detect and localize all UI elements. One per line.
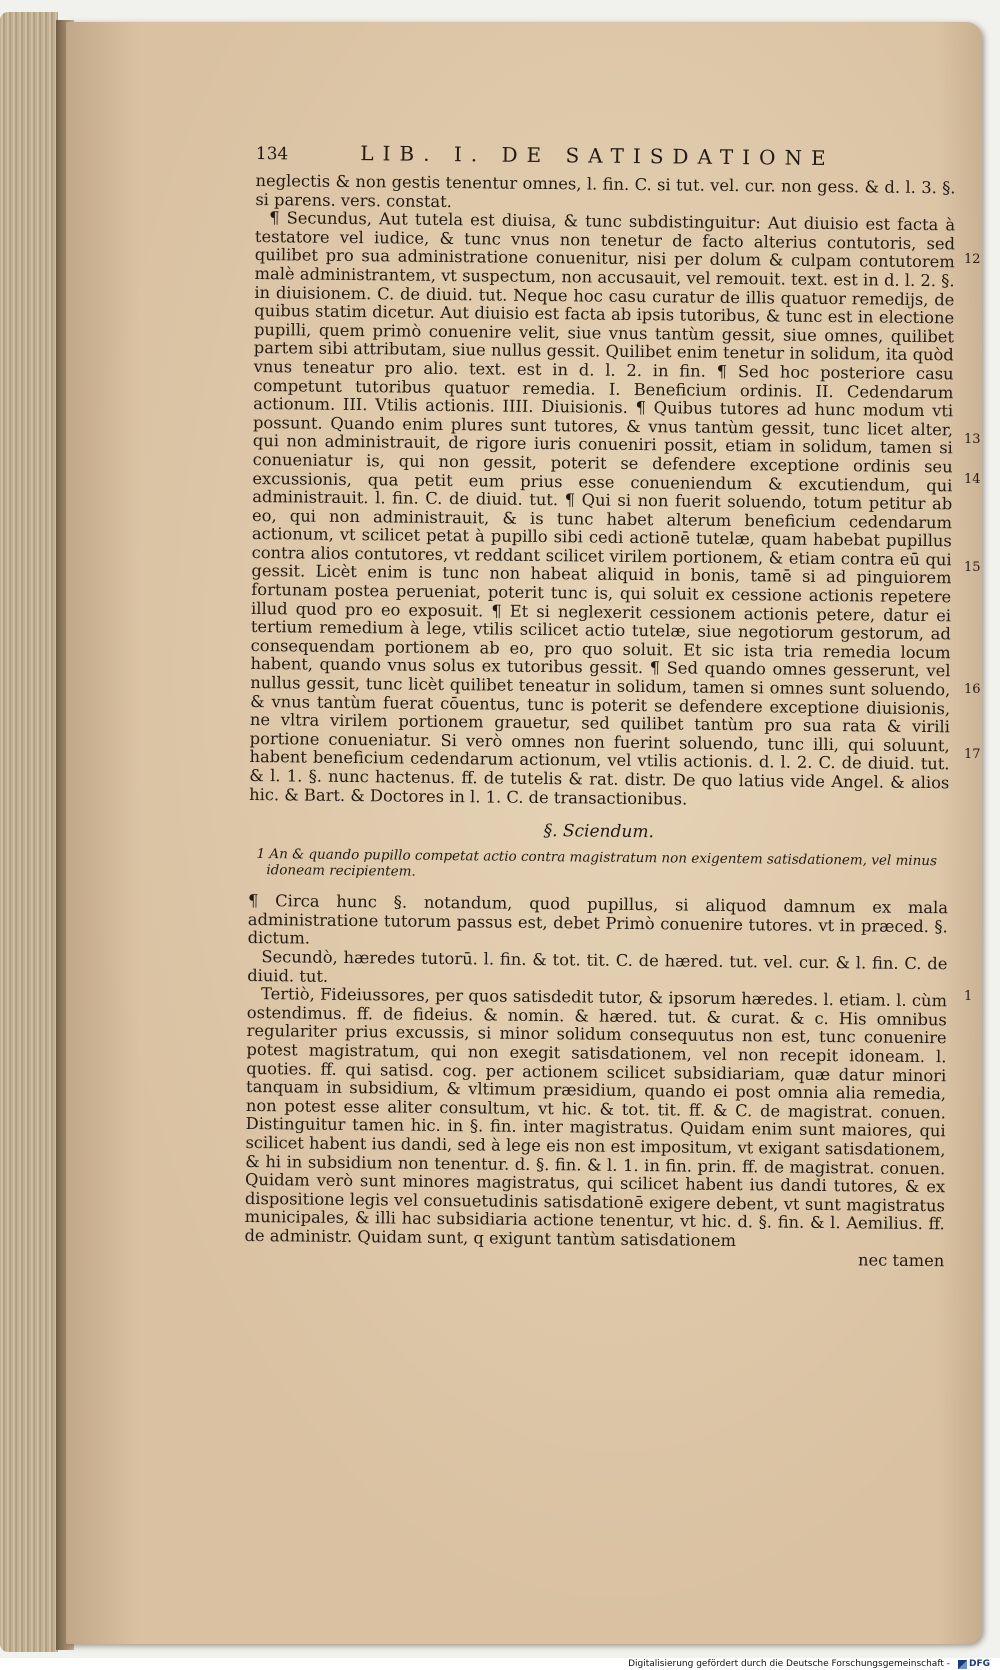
book-page-edges	[0, 12, 58, 1652]
dfg-logo-icon	[958, 1660, 967, 1669]
paragraph: neglectis & non gestis tenentur omnes, l. fin. C. si tut. vel. cur. non gess. & d. l. 3. §. si parens. vers. constat.	[255, 170, 956, 211]
section-heading: §. Sciendum.	[543, 821, 655, 843]
paragraph: Tertiò, Fideiussores, per quos satisdedit tutor, & ipsorum hæredes. l. etiam. l. cùm ostendimus. ff. de fideius. & nomin. & hæred. tut. & curat. & c. His omnibus regulariter prius excussis, si minor solidum consequutus non est, tunc conuenire potest magistratum, qui non exegit satisdationem, vel non recepit idoneam. l. quoties. ff. qui satisd. cog. per actionem scilicet subsidiariam, quæ datur minori tanquam in subsidium, & vltimum præsidium, quando ei post omnia alia remedia, non potest esse aliter consultum, vt hic. & tot. tit. ff. & C. de magistrat. conuen. Distinguitur tamen hic. in §. fin. inter magistratus. Quidam enim sunt maiores, qui scilicet habent ius dandi, sed à lege eis non est impositum, vt exigant satisdationem, & hi in subsidium non tenentur. d. §. fin. & l. 1. in fin. prin. ff. de magistrat. conuen. Quidam verò sunt minores magistratus, qui scilicet habent ius dandi tutores, & ex dispositione legis vel consuetudinis satisdationē exigere debent, vt sunt magistratus municipales, & illi hac subsidiaria actione tenentur, vt hic. d. §. fin. & l. Aemilius. ff. de administr. Quidam sunt, q exigunt tantùm satisdationem	[244, 984, 948, 1250]
page-text-block	[244, 140, 956, 1271]
margin-number: 13	[964, 432, 981, 447]
book-page	[66, 22, 982, 1644]
margin-number: 12	[964, 252, 981, 267]
running-head-title: LIB. I. DE SATISDATIONE	[360, 141, 835, 171]
paragraph: Secundò, hæredes tutorū. l. fin. & tot. tit. C. de hæred. tut. vel. cur. & l. fin. C. de diuid. tut.	[247, 947, 948, 986]
margin-number: 15	[964, 560, 981, 575]
margin-number: 14	[964, 472, 981, 487]
paragraph: ¶ Circa hunc §. notandum, quod pupillus, si aliquod damnum ex mala administratione tutorum passus est, debet Primò conuenire tutores. vt in præced. §. dictum.	[247, 891, 949, 948]
body-text-top	[249, 172, 956, 811]
body-text-bottom	[244, 892, 948, 1271]
paragraph: ¶ Secundus, Aut tutela est diuisa, & tunc subdistinguitur: Aut diuisio est facta à testatore vel iudice, & tunc vnus non tenetur de facto alterius contutoris, sed quilibet pro sua administratione conuenitur, nisi per dolum & culpam contutorem malè administrantem, vt suspectum, non accusauit, vel remouit. text. est in d. l. 2. §. in diuisionem. C. de diuid. tut. Neque hoc casu curatur de illis quatuor remedijs, de quibus statim dicetur. Aut diuisio est facta ab ipsis tutoribus, & tunc est in electione pupilli, quem primò conuenire velit, siue vnus tantùm gessit, siue omnes, quilibet partem sibi attributam, siue nullus gessit. Quilibet enim tenetur in solidum, ita quòd vnus teneatur pro alio. text. est in d. l. 2. in fin. ¶ Sed hoc posteriore casu competunt tutoribus quatuor remedia. I. Beneficium ordinis. II. Cedendarum actionum. III. Vtilis actionis. IIII. Diuisionis. ¶ Quibus tutores ad hunc modum vti possunt. Quando enim plures sunt tutores, & vnus tantùm gessit, tunc licet alter, qui non administrauit, de rigore iuris conueniri possit, etiam in solidum, tamen si conueniatur is, qui non gessit, poterit se defendere exceptione ordinis seu excussionis, qua petit eum prius esse conueniendum & excutiendum, qui administrauit. l. fin. C. de diuid. tut. ¶ Qui si non fuerit soluendo, totum petitur ab eo, qui non administrauit, & is tunc habet alterum beneficium cedendarum actionum, vt scilicet petat à pupillo sibi cedi actionē tutelæ, quam habebat pupillus contra alios contutores, vt reddant scilicet virilem portionem, & etiam contra eū qui gessit. Licèt enim is tunc non habeat aliquid in bonis, tamē si ad pinguiorem fortunam postea perueniat, poterit tunc is, qui soluit ex cessione actionis repetere illud quod pro eo exposuit. ¶ Et si neglexerit cessionem actionis petere, datur ei tertium remedium à lege, vtilis scilicet actio tutelæ, siue negotiorum gestorum, ad consequendam portionem ab eo, pro quo soluit. Et sic ista tria remedia locum habent, quando vnus solus ex tutoribus gessit. ¶ Sed quando omnes gesserunt, vel nullus gessit, tunc licèt quilibet teneatur in solidum, tamen si omnes sunt soluendo, & vnus tantùm fuerat cōuentus, tunc is poterit se defendere exceptione diuisionis, ne vltra virilem portionem grauetur, sed quilibet tantùm pro sua rata & virili portione conueniatur. Si verò omnes non fuerint soluendo, tunc illi, qui soluunt, habent beneficium cedendarum actionum, vel vtilis actionis. d. l. 2. C. de diuid. tut. & l. 1. §. nunc hactenus. ff. de tutelis & rat. distr. De quo latius vide Angel. & alios hic. & Bart. & Doctores in l. 1. C. de transactionibus.	[249, 208, 956, 809]
page-number: 134	[255, 143, 289, 165]
margin-number: 17	[964, 747, 981, 762]
section-summary: 1 An & quando pupillo competat actio contra magistratum non exigentem satisdationem, vel minus idoneam recipientem.	[256, 846, 938, 880]
footer-credit: Digitalisierung gefördert durch die Deutsche Forschungsgemeinschaft -	[628, 1659, 950, 1669]
margin-number: 16	[964, 682, 981, 697]
footer-bar	[0, 1658, 1000, 1670]
dfg-logo-text: DFG	[968, 1659, 990, 1669]
catchword: nec tamen	[857, 1250, 945, 1271]
margin-number: 1	[964, 989, 973, 1004]
dfg-logo	[958, 1659, 990, 1669]
